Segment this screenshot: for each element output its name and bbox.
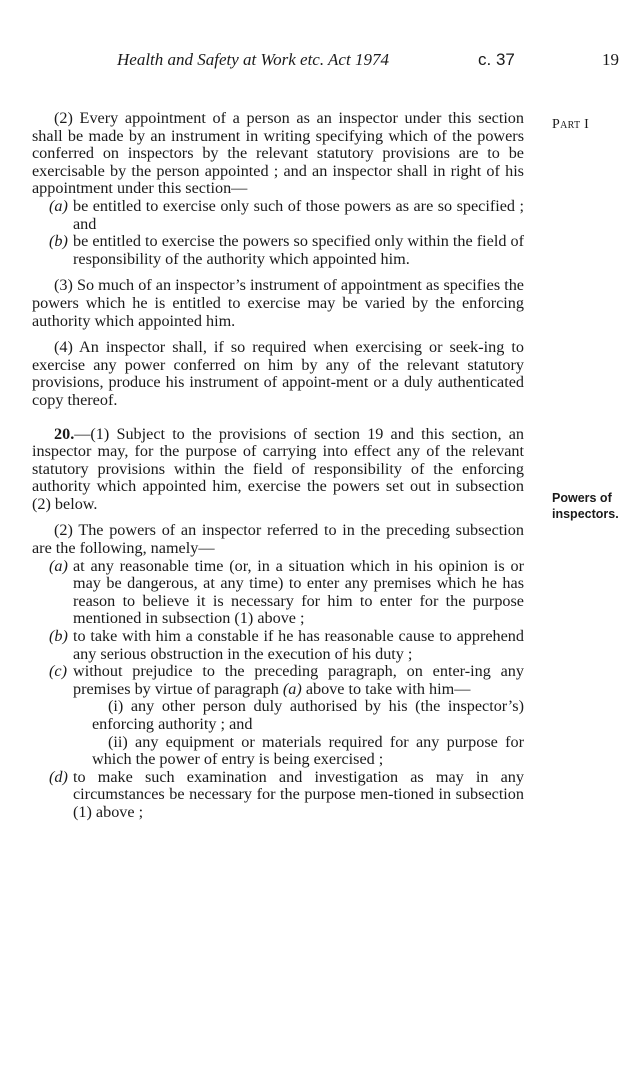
s19-subsection-2: (2) Every appointment of a person as an inspector under this section shall be made by an instrument in writing specifying which of the powers conferred on inspectors by the relevant statutory provisions are to be exercisable by the person appointed ; and an inspector shall in right of his appointment under this section— (32, 109, 524, 198)
para-text: be entitled to exercise the powers so specified only within the field of responsibility of the authority which appointed him. (73, 232, 524, 268)
chapter-number: c. 37 (478, 50, 515, 69)
running-title: Health and Safety at Work etc. Act 1974 (117, 50, 389, 69)
s20-2-para-b (49, 628, 524, 663)
s20-2-c-subpara-ii: (ii) any equipment or materials required for any purpose for which the power of entry is being exercised ; (92, 732, 524, 769)
s20-subsection-1 (32, 426, 524, 514)
page-number: 19 (602, 50, 619, 69)
s19-subsection-4: (4) An inspector shall, if so required when exercising or seek-ing to exercise any power conferred on him by any of the relevant statutory provisions, produce his instrument of appoint-ment or a duly authenticated copy thereof. (32, 338, 524, 409)
s20-subsection-2: (2) The powers of an inspector referred to in the preceding subsection are the following, namely— (32, 521, 524, 558)
s19-2-para-b (49, 233, 524, 268)
para-c-text-pre: without prejudice to the preceding paragraph, on enter-ing any premises by virtue of paragraph (73, 662, 524, 698)
para-c-ref: (a) (282, 679, 302, 698)
para-label: (a) (49, 196, 68, 215)
para-c-text-post: above to take with him— (301, 679, 471, 698)
margin-note-powers-line2: inspectors. (552, 507, 619, 521)
para-label: (d) (49, 767, 68, 786)
para-label: (c) (49, 662, 67, 681)
para-text: be entitled to exercise only such of those powers as are so specified ; and (73, 196, 524, 233)
section-number: 20. (54, 424, 75, 443)
margin-note-powers (552, 490, 619, 522)
s20-2-c-subpara-i: (i) any other person duly authorised by his (the inspector’s) enforcing authority ; and (92, 697, 524, 733)
para-text: to make such examination and investigation as may in any circumstances be necessary for the purpose men-tioned in subsection (1) above ; (73, 767, 524, 821)
para-text (73, 663, 524, 698)
s19-2-para-a (49, 198, 524, 233)
para-label: (a) (49, 556, 68, 575)
s20-1-text: —(1) Subject to the provisions of section 19 and this section, an inspector may, for the purpose of carrying into effect any of the relevant statutory provisions within the field of responsibility of the enforcing authority which appointed him, exercise the powers set out in subsection (2) below. (32, 424, 524, 513)
s19-subsection-3: (3) So much of an inspector’s instrument of appointment as specifies the powers which he is entitled to exercise may be varied by the enforcing authority which appointed him. (32, 276, 524, 330)
para-label: (b) (49, 627, 68, 646)
margin-note-part: Part I (552, 117, 590, 132)
s20-2-para-a (49, 558, 524, 628)
running-header (0, 50, 638, 74)
para-label: (b) (49, 232, 68, 251)
body-text (32, 110, 524, 822)
para-text: at any reasonable time (or, in a situation which in his opinion is or may be dangerous, at any time) to enter any premises which he has reason to believe it is necessary for him to enter for the purpose mentioned in subsection (1) above ; (73, 556, 524, 628)
para-text: to take with him a constable if he has reasonable cause to apprehend any serious obstruction in the execution of his duty ; (73, 627, 524, 663)
s20-2-para-c (49, 663, 524, 698)
s20-2-para-d (49, 769, 524, 822)
margin-note-powers-line1: Powers of (552, 491, 612, 505)
